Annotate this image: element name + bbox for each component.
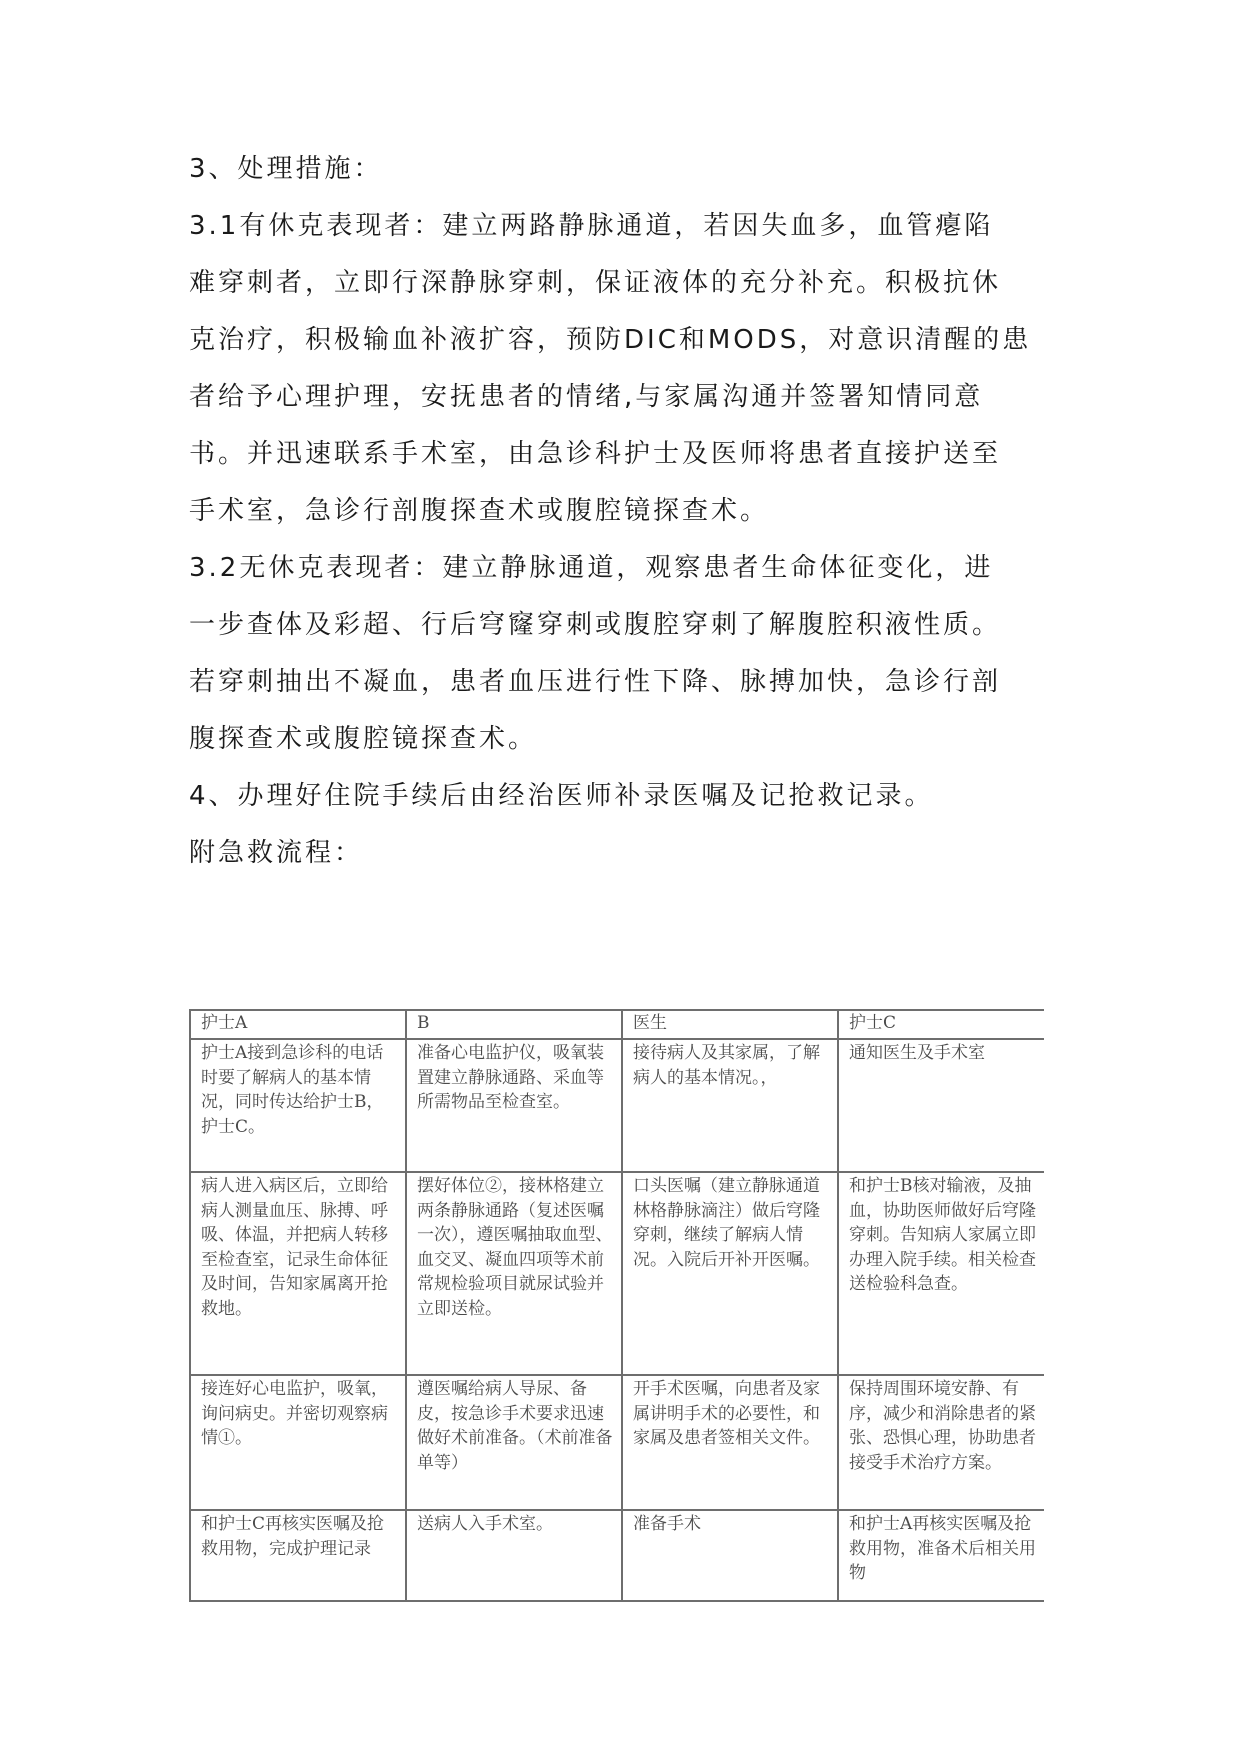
table-row bbox=[190, 1039, 1044, 1172]
table-cell: 摆好体位②，接林格建立两条静脉通路（复述医嘱一次），遵医嘱抽取血型、血交叉、凝血四项等术前常规检验项目就尿试验并立即送检。 bbox=[406, 1172, 622, 1375]
flow-caption: 附急救流程： bbox=[189, 838, 364, 868]
paragraph-line: 者给予心理护理，安抚患者的情绪,与家属沟通并签署知情同意 bbox=[189, 382, 984, 412]
header-nurse-c: 护士C bbox=[838, 1010, 1044, 1039]
table-cell: 准备心电监护仪，吸氧装置建立静脉通路、采血等所需物品至检查室。 bbox=[406, 1039, 622, 1172]
table-cell: 和护士C再核实医嘱及抢救用物，完成护理记录 bbox=[190, 1510, 406, 1601]
table-cell: 保持周围环境安静、有序，减少和消除患者的紧张、恐惧心理，协助患者接受手术治疗方案。 bbox=[838, 1375, 1044, 1510]
table-cell: 接连好心电监护，吸氧，询问病史。并密切观察病情①。 bbox=[190, 1375, 406, 1510]
table-cell: 护士A接到急诊科的电话时要了解病人的基本情况，同时传达给护士B，护士C。 bbox=[190, 1039, 406, 1172]
table-cell: 遵医嘱给病人导尿、备皮，按急诊手术要求迅速做好术前准备。（术前准备单等） bbox=[406, 1375, 622, 1510]
table-row bbox=[190, 1172, 1044, 1375]
table-cell: 通知医生及手术室 bbox=[838, 1039, 1044, 1172]
table-header-row bbox=[190, 1010, 1044, 1039]
paragraph-line: 难穿刺者，立即行深静脉穿刺，保证液体的充分补充。积极抗休 bbox=[189, 268, 1002, 298]
heading-treatment-measures: 3、处理措施： bbox=[189, 154, 383, 184]
table-cell: 和护士A再核实医嘱及抢救用物，准备术后相关用物 bbox=[838, 1510, 1044, 1601]
paragraph-line: 书。并迅速联系手术室，由急诊科护士及医师将患者直接护送至 bbox=[189, 439, 1002, 469]
table-cell: 和护士B核对输液，及抽血，协助医师做好后穹隆穿刺。告知病人家属立即办理入院手续。相关检查送检验科急查。 bbox=[838, 1172, 1044, 1375]
table-row bbox=[190, 1510, 1044, 1601]
table-cell: 送病人入手术室。 bbox=[406, 1510, 622, 1601]
table-cell: 开手术医嘱，向患者及家属讲明手术的必要性，和家属及患者签相关文件。 bbox=[622, 1375, 838, 1510]
paragraph-line: 若穿刺抽出不凝血，患者血压进行性下降、脉搏加快，急诊行剖 bbox=[189, 667, 1002, 697]
paragraph-line: 腹探查术或腹腔镜探查术。 bbox=[189, 724, 538, 754]
table-cell: 准备手术 bbox=[622, 1510, 838, 1601]
header-nurse-a: 护士A bbox=[190, 1010, 406, 1039]
header-doctor: 医生 bbox=[622, 1010, 838, 1039]
emergency-flow-table bbox=[189, 1009, 1043, 1606]
paragraph-line: 一步查体及彩超、行后穹窿穿刺或腹腔穿刺了解腹腔积液性质。 bbox=[189, 610, 1002, 640]
paragraph-line: 4、办理好住院手续后由经治医师补录医嘱及记抢救记录。 bbox=[189, 781, 934, 811]
header-b: B bbox=[406, 1010, 622, 1039]
table-cell: 接待病人及其家属，了解病人的基本情况。， bbox=[622, 1039, 838, 1172]
paragraph-line: 手术室，急诊行剖腹探查术或腹腔镜探查术。 bbox=[189, 496, 770, 526]
table-cell: 口头医嘱（建立静脉通道林格静脉滴注）做后穹隆穿刺，继续了解病人情况。入院后开补开医嘱。 bbox=[622, 1172, 838, 1375]
table-row bbox=[190, 1375, 1044, 1510]
paragraph-line: 3.1有休克表现者：建立两路静脉通道，若因失血多，血管瘪陷 bbox=[189, 211, 994, 241]
paragraph-line: 3.2无休克表现者：建立静脉通道，观察患者生命体征变化，进 bbox=[189, 553, 994, 583]
paragraph-line: 克治疗，积极输血补液扩容，预防DIC和MODS，对意识清醒的患 bbox=[189, 325, 1032, 355]
table-cell: 病人进入病区后，立即给病人测量血压、脉搏、呼吸、体温，并把病人转移至检查室，记录生命体征及时间，告知家属离开抢救地。 bbox=[190, 1172, 406, 1375]
